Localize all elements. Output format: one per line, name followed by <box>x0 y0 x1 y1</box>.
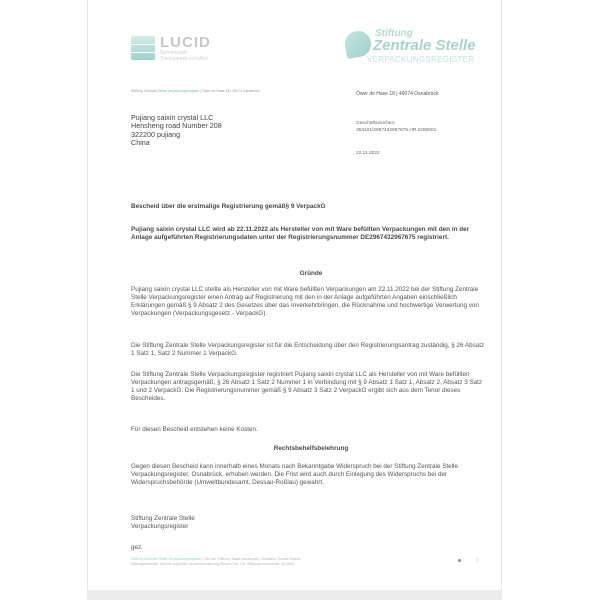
logo-verpackungsregister-text: VERPACKUNGSREGISTER <box>367 55 475 64</box>
letter-subject: Bescheid über die erstmalige Registrierung gemäß§ 9 VerpackG <box>131 203 326 210</box>
recipient-name: Pujiang saixin crystal LLC <box>131 113 214 122</box>
sender-return-line <box>131 89 260 93</box>
lucid-subtitle-line: Transparenz schaffen <box>160 56 209 62</box>
reference-number: 353101/2967432967675.HR.2280001 <box>356 128 437 133</box>
signature-block <box>131 515 487 531</box>
grounds-paragraph: Die Stiftung Zentrale Stelle Verpackungsregister registriert Pujiang saixin crystal LLC als Hersteller von mit Ware befüllten Verpackungen antragsgemäß, § 26 Absatz 1 Satz 2 Nummer 1 in Verbindung mit § 9 Absatz 1 Satz 1, Absatz 2, Absatz 3 Satz 1 und 2 VerpackG. Die Registrierungsnummer gemäß § 9 Absatz 3 Satz 2 VerpackG ergibt sich aus dem Tenor dieses Bescheides. <box>131 371 483 402</box>
grounds-paragraph: Pujiang saixin crystal LLC stellte als Hersteller von mit Ware befüllten Verpackungen am 22.11.2022 bei der Stiftung Zentrale Stelle Verpackungsregister einen Antrag auf Registrierung mit den in der Anlage aufgeführten Angaben einschließlich Erklärungen gemäß § 9 Absatz 2 des Gesetzes über das Inverkehrbringen, die Rücknahme und hochwertige Verwertung von Verpackungen (Verpackungsgesetz - VerpackG). <box>131 286 479 317</box>
lucid-logo-word: LUCID <box>160 34 211 51</box>
organization-address: Öwer de Hase 18 | 49074 Osnabrück <box>356 91 439 97</box>
footer-line: Stiftungsbehörde: Amt für regionale Landesentwicklung Weser-Ems | Nr. Stiftungsverzeichnis: 16 (085) <box>131 562 295 566</box>
logo-zentrale-stelle-text: Zentrale Stelle <box>373 37 476 54</box>
signature-gez: gez. <box>131 544 143 551</box>
grounds-paragraph: Die Stiftung Zentrale Stelle Verpackungsregister ist für die Entscheidung über den Registrierungsantrag zuständig, § 26 Absatz 1 Satz 1, Satz 2 Nummer 1 VerpackG. <box>131 342 485 357</box>
lucid-logo-subtitle <box>160 50 230 62</box>
zentrale-stelle-logo <box>345 28 485 68</box>
lucid-logo-icon <box>131 36 155 60</box>
logo-stiftung-text: Stiftung <box>375 28 413 39</box>
recipient-country: China <box>131 138 150 148</box>
recipient-address <box>131 114 222 148</box>
page-footer <box>131 557 371 567</box>
page-number: 1 <box>476 557 479 562</box>
legal-remedy-text: Gegen diesen Bescheid kann innerhalb eines Monats nach Bekanntgabe Widerspruch bei der Stiftung Zentrale Stelle Verpackungsregister, Osnabrück, erhoben werden. Die Frist wird auch durch Einlegung des Widerspruchs bei der Widerspruchsbehörde (Umweltbundesamt, Dessau-Roßlau) gewahrt. <box>131 463 458 486</box>
sender-org: Stiftung Zentrale <box>131 89 157 93</box>
letter-date: 22.11.2022 <box>356 151 380 156</box>
page-marker-dot <box>458 559 461 562</box>
recipient-street: Hensheng road Number 208 <box>131 121 222 131</box>
recipient-city: 322200 pujiang <box>131 129 181 139</box>
sender-org-accent: Stelle Verpackungsregister <box>157 89 200 93</box>
grounds-heading: Gründe <box>299 270 323 277</box>
footer-org: Stiftung Zentrale Stelle Verpackungsregister <box>131 557 202 561</box>
reference-label: Geschäftszeichen: <box>356 121 396 126</box>
legal-remedy-heading: Rechtsbehelfsbelehrung <box>273 445 349 452</box>
footer-details: | Sitz der Stiftung: Stadt Osnabrück | Vorstand: Gunda Rachut <box>201 557 301 561</box>
decision-tenor: Pujiang saixin crystal LLC wird ab 22.11.2022 als Hersteller von mit Ware befüllten Verpackungen mit den in der Anlage aufgeführten Registrierungsdaten unter der Registrierungsnummer DE2967432967675 registriert. <box>131 226 470 241</box>
grounds-paragraph: Für diesen Bescheid entstehen keine Kosten. <box>131 426 258 433</box>
signature-org-line: Stiftung Zentrale Stelle <box>131 515 195 522</box>
page-shadow-divider <box>87 590 502 600</box>
sender-address: | Öwer de Hase 18 | 49074 Osnabrück <box>200 89 260 93</box>
lucid-subtitle-line: Gemeinsam <box>160 50 187 56</box>
signature-org-line: Verpackungsregister <box>131 523 189 530</box>
